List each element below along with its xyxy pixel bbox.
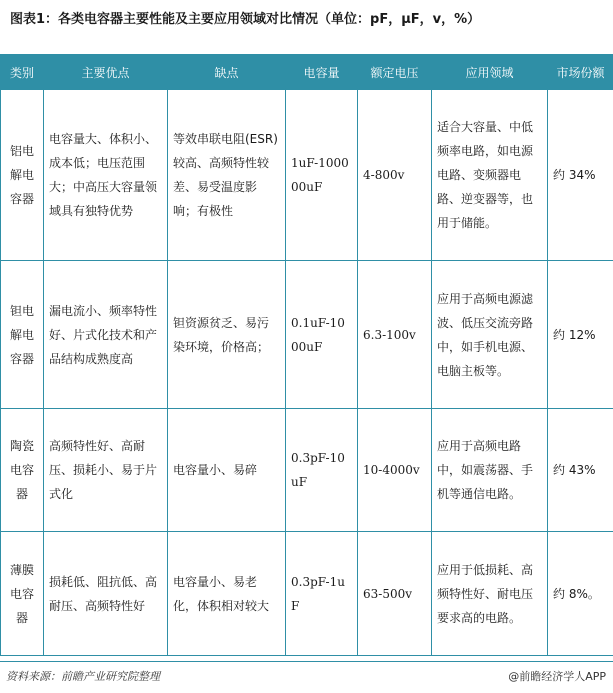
row-share: 约 34% xyxy=(548,90,613,261)
row-capacitance: 0.3pF-10uF xyxy=(286,409,358,532)
row-share: 约 43% xyxy=(548,409,613,532)
row-capacitance: 1uF-100000uF xyxy=(286,90,358,261)
category-line: 容器 xyxy=(9,192,34,206)
table-row xyxy=(1,532,613,656)
row-capacitance: 0.3pF-1uF xyxy=(286,532,358,656)
category-line: 陶瓷 xyxy=(9,439,34,453)
column-header-share: 市场份额 xyxy=(548,55,613,90)
footer-divider xyxy=(0,661,613,662)
row-category xyxy=(1,261,44,409)
category-line: 薄膜 xyxy=(9,562,34,577)
category-line: 器 xyxy=(15,610,28,625)
table-header-row xyxy=(1,55,613,90)
row-voltage: 6.3-100v xyxy=(358,261,432,409)
footer xyxy=(6,667,606,687)
row-category xyxy=(1,409,44,532)
row-application: 应用于高频电源滤波、低压交流旁路中，如手机电源、电脑主板等。 xyxy=(432,261,548,409)
row-voltage: 63-500v xyxy=(358,532,432,656)
column-header-capacitance: 电容量 xyxy=(286,55,358,90)
category-line: 电容 xyxy=(9,586,34,601)
column-header-voltage: 额定电压 xyxy=(358,55,432,90)
row-category xyxy=(1,532,44,656)
column-header-category: 类别 xyxy=(1,55,44,90)
row-share: 约 12% xyxy=(548,261,613,409)
row-advantages: 损耗低、阻抗低、高耐压、高频特性好 xyxy=(44,532,168,656)
row-voltage: 4-800v xyxy=(358,90,432,261)
row-share: 约 8%。 xyxy=(548,532,613,656)
category-line: 器 xyxy=(15,487,28,501)
row-application: 应用于高频电路中，如震荡器、手机等通信电路。 xyxy=(432,409,548,532)
row-disadvantages: 钽资源贫乏、易污染环境，价格高； xyxy=(168,261,286,409)
table-row xyxy=(1,90,613,261)
category-line: 容器 xyxy=(9,351,34,366)
row-disadvantages: 电容量小、易碎 xyxy=(168,409,286,532)
category-line: 铝电 xyxy=(9,144,34,158)
source-note: 资料来源：前瞻产业研究院整理 xyxy=(6,670,160,683)
row-application: 适合大容量、中低频率电路，如电源电路、变频器电路、逆变器等，也用于储能。 xyxy=(432,90,548,261)
row-advantages: 高频特性好、高耐压、损耗小、易于片式化 xyxy=(44,409,168,532)
category-line: 钽电 xyxy=(9,303,34,318)
row-disadvantages: 等效串联电阻(ESR)较高、高频特性较差、易受温度影响；有极性 xyxy=(168,90,286,261)
row-advantages: 电容量大、体积小、成本低；电压范围大；中高压大容量领域具有独特优势 xyxy=(44,90,168,261)
row-disadvantages: 电容量小、易老化，体积相对较大 xyxy=(168,532,286,656)
row-application: 应用于低损耗、高频特性好、耐电压要求高的电路。 xyxy=(432,532,548,656)
row-category xyxy=(1,90,44,261)
category-line: 电容 xyxy=(9,463,34,477)
column-header-advantages: 主要优点 xyxy=(44,55,168,90)
table-row xyxy=(1,409,613,532)
row-advantages: 漏电流小、频率特性好、片式化技术和产品结构成熟度高 xyxy=(44,261,168,409)
brand-credit: @前瞻经济学人APP xyxy=(508,670,606,683)
category-line: 解电 xyxy=(9,168,34,182)
column-header-application: 应用领域 xyxy=(432,55,548,90)
comparison-table xyxy=(0,54,613,656)
table-title: 图表1：各类电容器主要性能及主要应用领域对比情况（单位：pF，μF，v，%） xyxy=(10,12,481,27)
row-voltage: 10-4000v xyxy=(358,409,432,532)
table-row xyxy=(1,261,613,409)
category-line: 解电 xyxy=(9,327,34,342)
column-header-disadvantages: 缺点 xyxy=(168,55,286,90)
row-capacitance: 0.1uF-1000uF xyxy=(286,261,358,409)
